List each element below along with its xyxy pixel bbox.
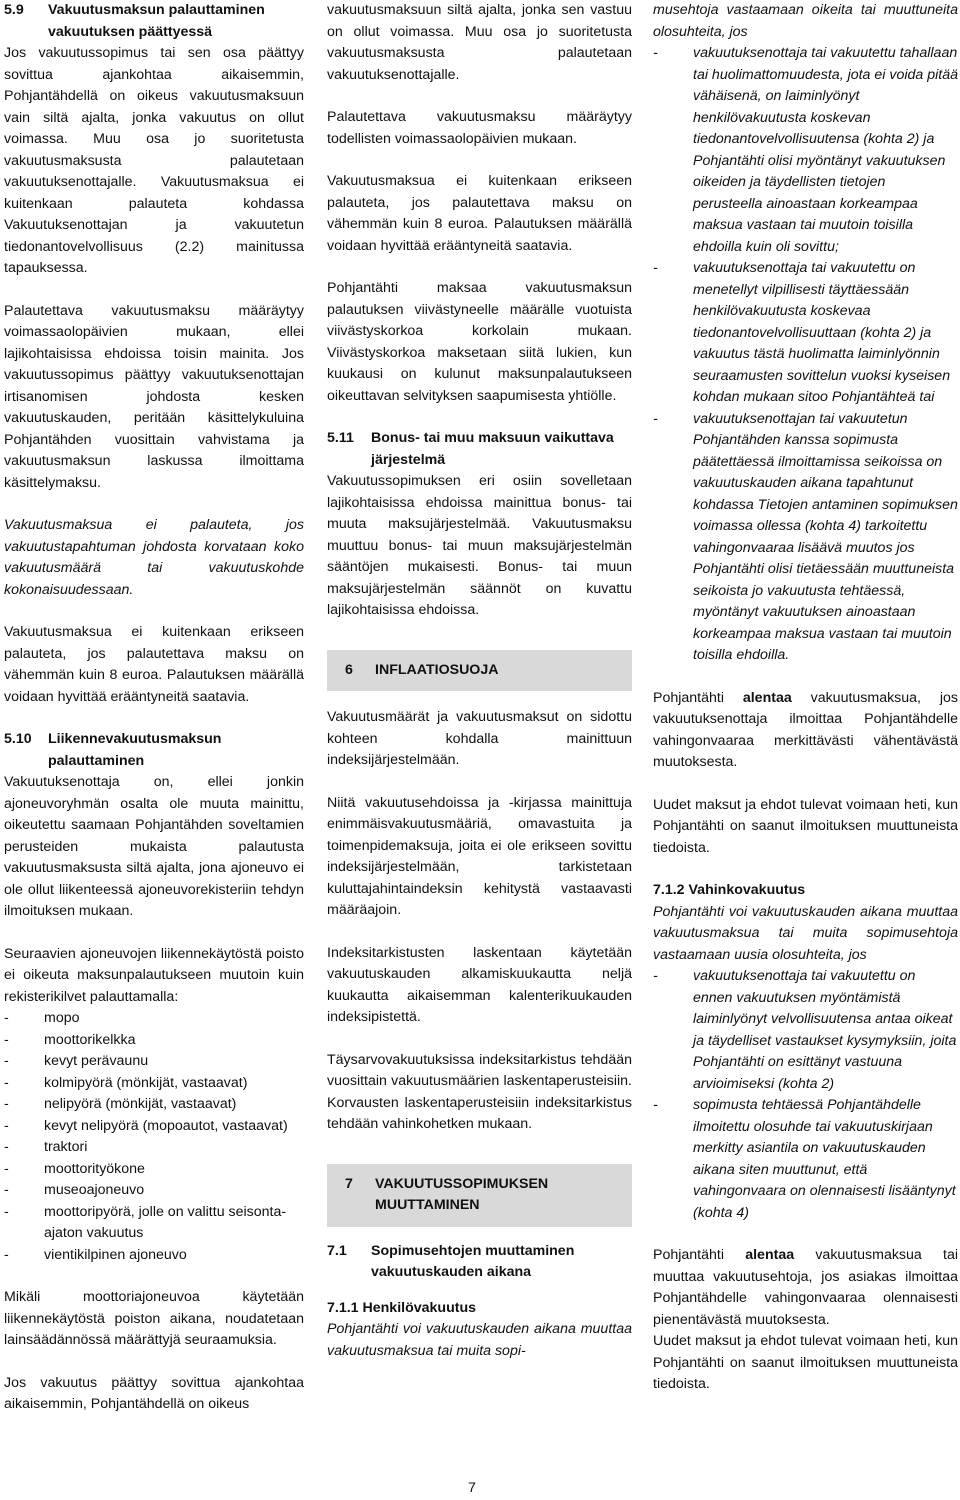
section-7-heading: 7 VAKUUTUSSOPIMUKSEN MUUTTAMINEN [327,1164,632,1227]
condition-list-1 [653,43,958,667]
section-5-11-heading: 5.11 Bonus- tai muu maksuun vaikuttava järjestelmä [327,430,614,468]
paragraph: vakuutusmaksuun siltä ajalta, jonka sen vastuu on ollut voimassa. Muu osa jo suoritetusta vakuutusmaksusta palautetaan vakuutuksenottajalle. [327,2,632,83]
paragraph: Vakuutusmaksua ei kuitenkaan erikseen palauteta, jos palautettava maksu on vähemmän kuin 8 euroa. Palautuksen määrällä voidaan hyvittää erääntyneitä saatavia. [4,624,304,705]
list-item: - traktori [4,1137,304,1159]
list-item: - moottorityökone [4,1159,304,1181]
list-item: - kevyt perävaunu [4,1051,304,1073]
paragraph: Pohjantähti voi vakuutuskauden aikana muuttaa vakuutusmaksua tai muita sopimusehtoja vastaamaan uusia olosuhteita, jos [653,903,958,963]
section-7-1-2-heading: 7.1.2 Vahinkovakuutus [653,882,806,898]
paragraph: Seuraavien ajoneuvojen liikennekäytöstä poisto ei oikeuta maksunpalautukseen muutoin kuin rekisterikilvet palauttamalla: [4,945,304,1005]
list-item: - sopimusta tehtäessä Pohjantähdelle ilmoitettu olosuhde tai vakuutuskirjaan merkitty asiantila on vakuutuskauden aikana siten muuttunut, että vahingonvaara on olennaisesti lisääntynyt (kohta 4) [653,1095,958,1224]
list-item: - museoajoneuvo [4,1180,304,1202]
paragraph: Täysarvovakuutuksissa indeksitarkistus tehdään vuosittain vakuutusmäärien laskentaperusteisiin. Korvausten laskentaperusteisiin indeksitarkistus tehdään vahinkohetken mukaan. [327,1051,632,1132]
vehicle-list [4,1008,304,1266]
paragraph: Indeksitarkistusten laskentaan käytetään vakuutuskauden alkamiskuukautta neljä kuukautta aikaisemman kalenterikuukauden indeksipistettä. [327,944,632,1025]
list-item: - moottorikelkka [4,1030,304,1052]
section-5-10-heading: 5.10 Liikennevakuutusmaksun palauttaminen [4,731,222,769]
paragraph: Vakuutusmäärät ja vakuutusmaksut on sidottu kohteen kohdalla mainittuun indeksijärjestelmään. [327,709,632,768]
paragraph: Niitä vakuutusehdoissa ja -kirjassa mainittuja enimmäisvakuutusmääriä, omavastuita ja toimenpidemaksuja, joita ei ole erikseen sovittu indeksijärjestelmään, tarkistetaan kuluttajahintaindeksin kehitystä vastaavasti määräajoin. [327,794,632,918]
paragraph: Pohjantähti alentaa vakuutusmaksua, jos vakuutuksenottaja ilmoittaa Pohjantähdelle vahingonvaaraa merkittävästi vähentävästä muutoksesta. [653,689,958,770]
list-item: - kolmipyörä (mönkijät, vastaavat) [4,1073,304,1095]
list-item: - moottoripyörä, jolle on valittu seisonta-ajaton vakuutus [4,1202,304,1245]
section-7-1-heading: 7.1 Sopimusehtojen muuttaminen vakuutuskauden aikana [327,1242,575,1280]
list-item: - vakuutuksenottaja tai vakuutettu on ennen vakuutuksen myöntämistä laiminlyönyt velvollisuutensa antaa oikeat ja täydelliset vastaukset kysymyksiin, joita Pohjantähti on esittänyt vastuuna arvioimiseksi (kohta 2) [653,966,958,1095]
list-item: - vakuutuksenottaja tai vakuutettu tahallaan tai huolimattomuudesta, jota ei voida pitää vähäisenä, on laiminlyönyt henkilövakuutusta koskevan tiedonantovelvollisuutensa (kohta 2) ja Pohjantähti olisi myöntänyt vakuutuksen oikeiden ja täydellisten tietojen perusteella ainoastaan korkeampaa maksua vastaan tai muutoin toisilla ehdoilla kuin oli sovittu; [653,43,958,258]
paragraph: Vakuutusmaksua ei palauteta, jos vakuutustapahtuman johdosta korvataan koko vakuutusmäärä tai vakuutuskohde kokonaisuudessaan. [4,517,304,598]
list-item: - nelipyörä (mönkijät, vastaavat) [4,1094,304,1116]
list-item: - kevyt nelipyörä (mopoautot, vastaavat) [4,1116,304,1138]
column-1 [4,0,304,1416]
paragraph: Vakuutuksenottaja on, ellei jonkin ajoneuvoryhmän osalta ole muuta mainittu, oikeutettu saamaan Pohjantähden soveltamien perusteiden mukaista palautusta vakuutusmaksusta siltä ajalta, jona ajoneuvo ei ole ollut liikenteessä ajoneuvorekisteriin tehdyn ilmoituksen mukaan. [4,774,304,919]
list-item: - vakuutuksenottaja tai vakuutettu on menetellyt vilpillisesti täyttäessään henkilövakuutusta koskevaa tiedonantovelvollisuuttaan (kohta 2) ja vakuutus tästä huolimatta laiminlyönnin seuraamusten sovittelun vuoksi kyseisen kohdan mukaan sitoo Pohjantähteä tai [653,258,958,409]
paragraph: Palautettava vakuutusmaksu määräytyy todellisten voimassaolopäivien mukaan. [327,109,632,147]
section-6-heading: 6 INFLAATIOSUOJA [327,650,632,692]
paragraph: musehtoja vastaamaan oikeita tai muuttuneita olosuhteita, jos [653,2,958,40]
paragraph: Vakuutusmaksua ei kuitenkaan erikseen palauteta, jos palautettava maksu on vähemmän kuin 8 euroa. Palautuksen määrällä voidaan hyvittää erääntyneitä saatavia. [327,173,632,254]
paragraph: Pohjantähti voi vakuutuskauden aikana muuttaa vakuutusmaksua tai muita sopi- [327,1321,632,1359]
paragraph: Pohjantähti maksaa vakuutusmaksun palautuksen viivästyneelle määrälle vuotuista viivästyskorkoa korkolain mukaan. Viivästyskorkoa maksetaan siitä lukien, kun kuukausi on kulunut maksunpalautukseen oikeuttavan selvityksen saapumisesta yhtiölle. [327,280,632,404]
paragraph: Uudet maksut ja ehdot tulevat voimaan heti, kun Pohjantähti on saanut ilmoituksen muuttuneista tiedoista. [653,1333,958,1392]
paragraph: Vakuutussopimuksen eri osiin sovelletaan lajikohtaisissa ehdoissa mainittua bonus- tai muuta maksujärjestelmää. Vakuutusmaksu muuttuu bonus- tai muun maksujärjestelmän sääntöjen mukaisesti. Bonus- tai muun maksujärjestelmän säännöt on kuvattu lajikohtaisissa ehdoissa. [327,473,632,618]
column-3 [653,0,958,1396]
paragraph: Jos vakuutussopimus tai sen osa päättyy sovittua ajankohtaa aikaisemmin, Pohjantähdellä on oikeus vakuutusmaksuun vain siltä ajalta, jonka vakuutus on ollut voimassa. Muu osa jo suoritetusta vakuutusmaksusta palautetaan vakuutuksenottajalle. Vakuutusmaksua ei kuitenkaan palauteta kohdassa Vakuutuksenottajan ja vakuutetun tiedonantovelvollisuus (2.2) mainitussa tapauksessa. [4,45,304,276]
column-2 [327,0,632,1362]
paragraph: Mikäli moottoriajoneuvoa käytetään liikennekäytöstä poiston aikana, noudatetaan lainsäädännössä määrättyjä seuraamuksia. [4,1289,304,1348]
page-number: 7 [468,1480,476,1496]
paragraph: Pohjantähti alentaa vakuutusmaksua tai muuttaa vakuutusehtoja, jos asiakas ilmoittaa Pohjantähdelle vahingonvaaraa olennaisesti pienentävästä muutoksesta. [653,1247,958,1328]
section-5-9-heading: 5.9 Vakuutusmaksun palauttaminen vakuutuksen päättyessä [4,2,265,40]
list-item: - vientikilpinen ajoneuvo [4,1245,304,1267]
paragraph: Palautettava vakuutusmaksu määräytyy voimassaolopäivien mukaan, ellei lajikohtaisissa ehdoissa toisin mainita. Jos vakuutussopimus päättyy vakuutuksenottajan irtisanomisen johdosta kesken vakuutuskauden, peritään käsittelykuluina Pohjantähden vuosittain vahvistama ja vakuutusmaksun laskussa ilmoittama käsittelymaksu. [4,302,304,491]
paragraph: Jos vakuutus päättyy sovittua ajankohtaa aikaisemmin, Pohjantähdellä on oikeus [4,1374,304,1412]
paragraph: Uudet maksut ja ehdot tulevat voimaan heti, kun Pohjantähti on saanut ilmoituksen muuttuneista tiedoista. [653,796,958,856]
section-7-1-1-heading: 7.1.1 Henkilövakuutus [327,1299,477,1316]
condition-list-2 [653,966,958,1224]
list-item: - mopo [4,1008,304,1030]
list-item: - vakuutuksenottajan tai vakuutetun Pohjantähden kanssa sopimusta päätettäessä ilmoittamissa seikoissa on vakuutuskauden aikana tapahtunut kohdassa Tietojen antaminen sopimuksen voimassa ollessa (kohta 4) tarkoitettu vahingonvaaraa lisäävä muutos jos Pohjantähti olisi tietäessään muuttuneista seikoista jo vakuutusta tehtäessä, myöntänyt vakuutuksen ainoastaan korkeampaa maksua vastaan tai muutoin toisilla ehdoilla. [653,409,958,667]
